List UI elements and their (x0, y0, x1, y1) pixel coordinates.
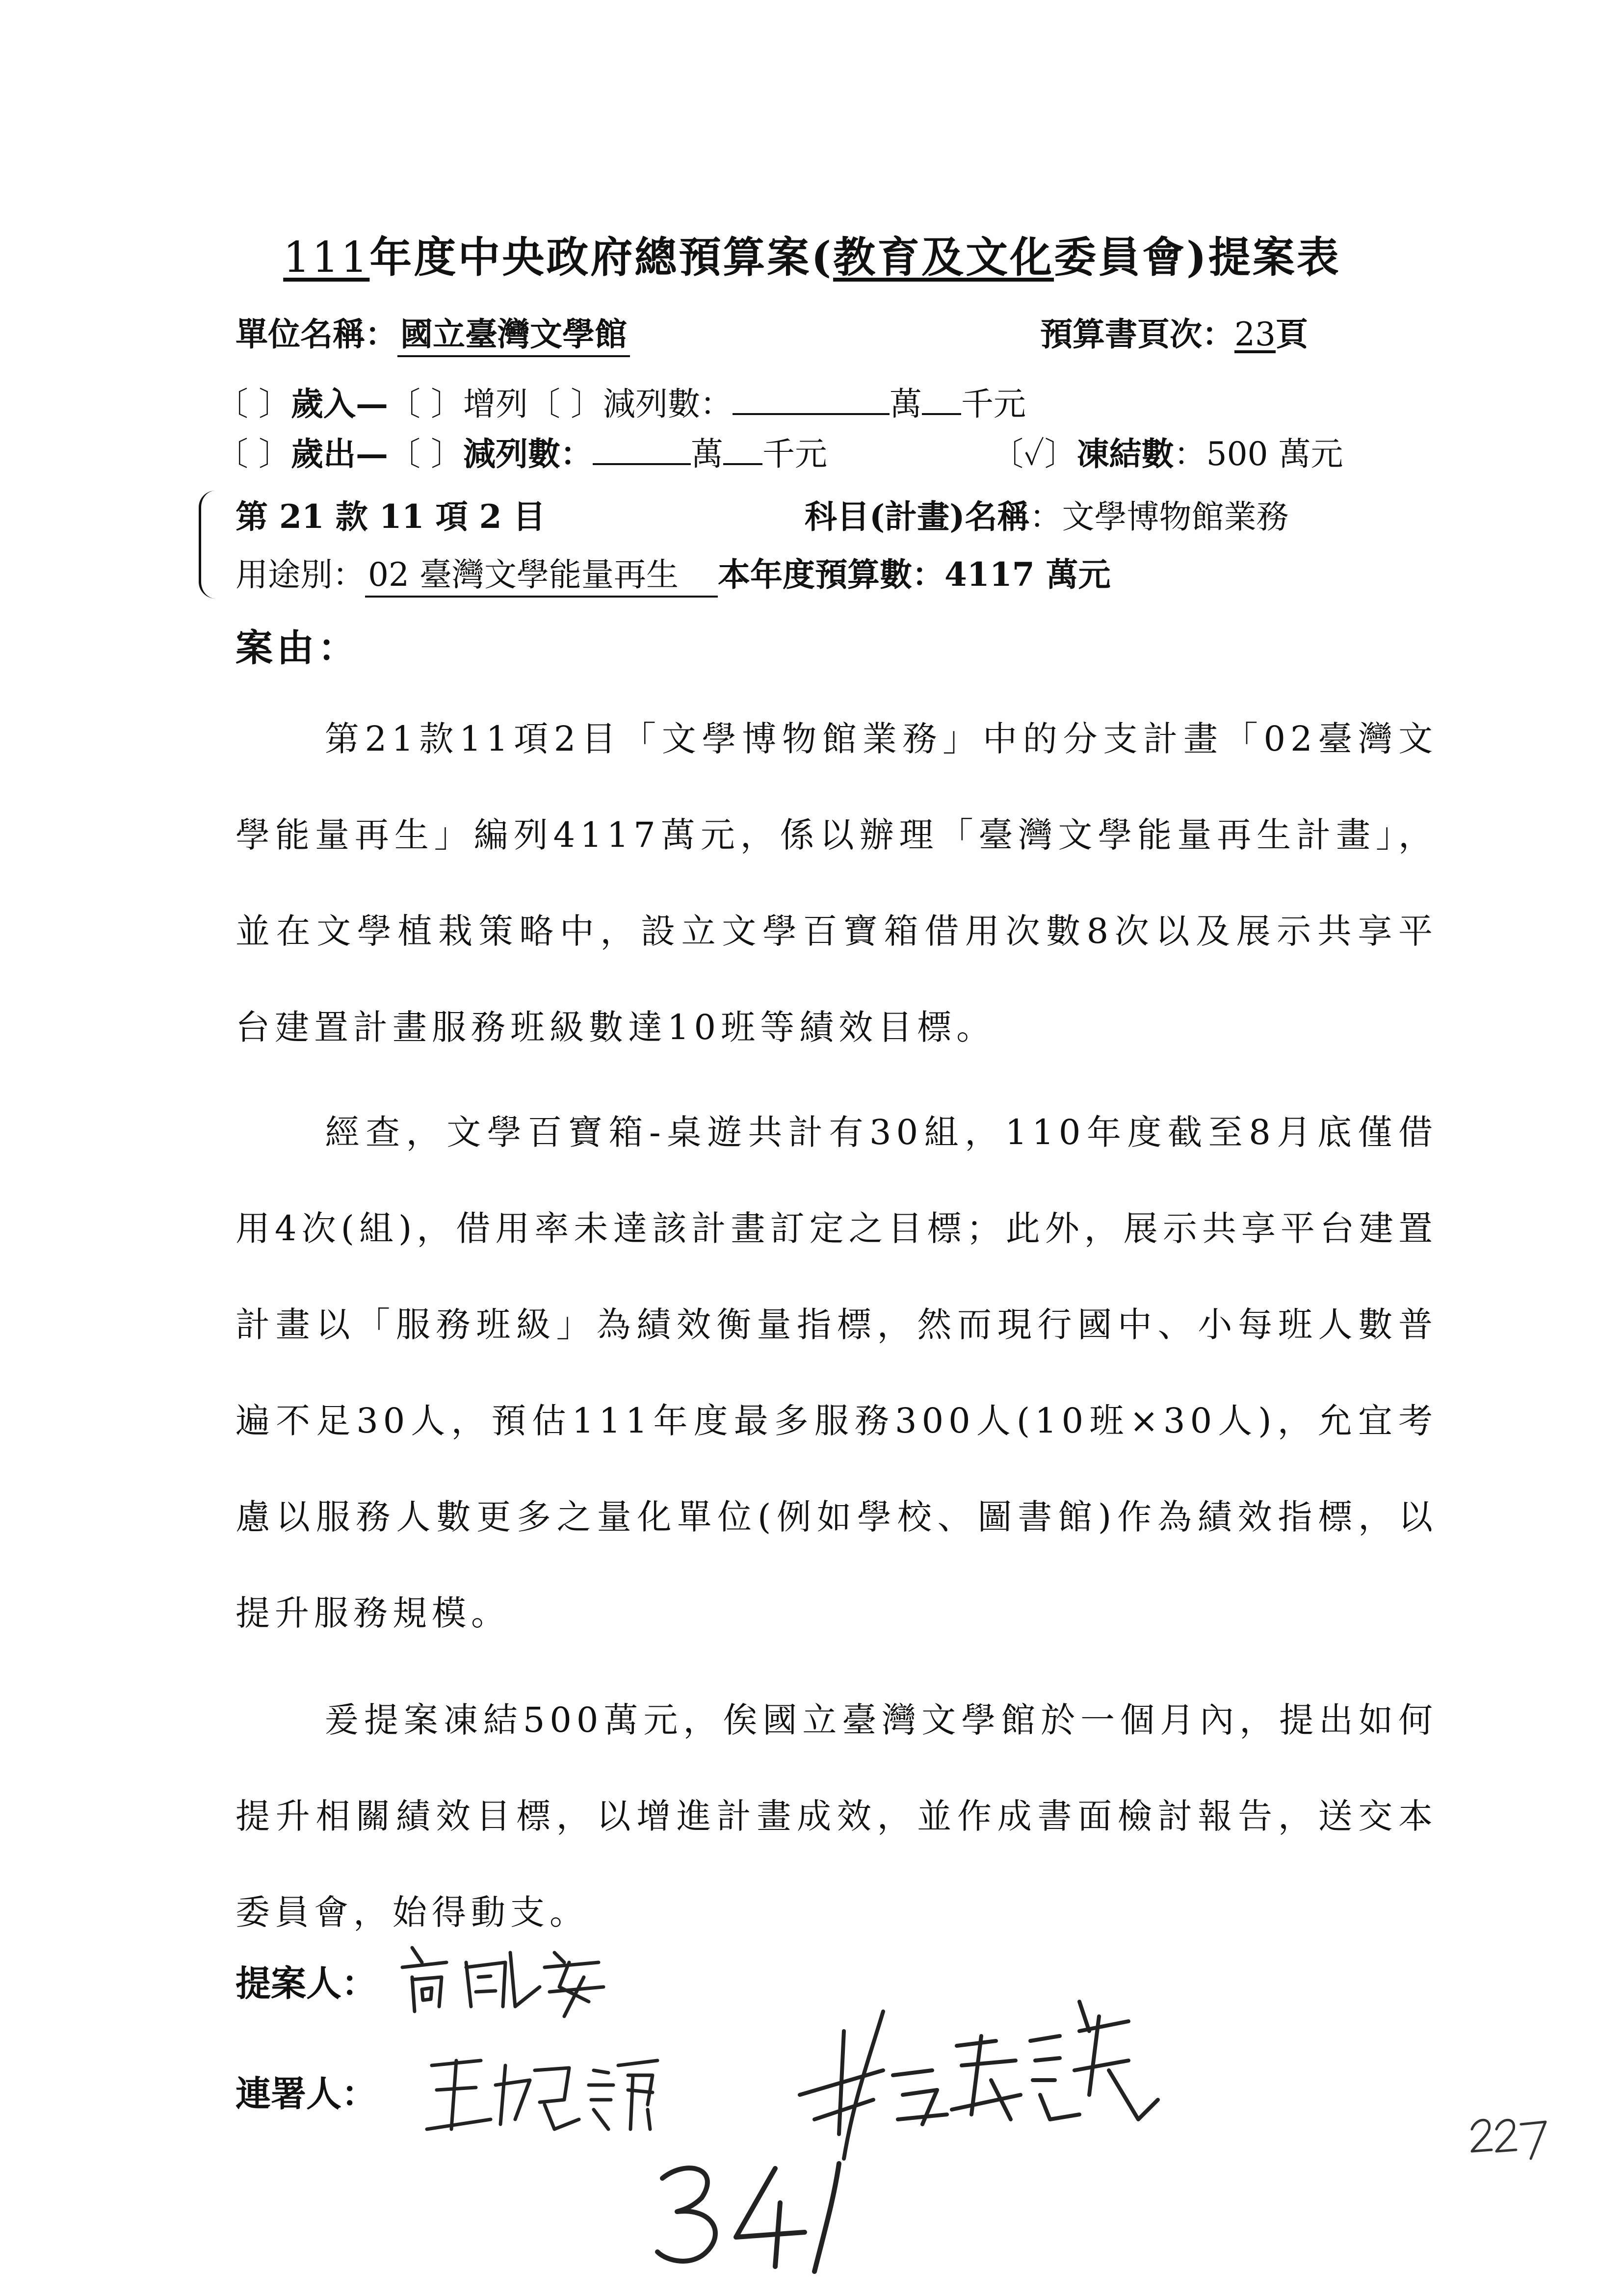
item-code-text: 第 21 款 11 項 2 目 (236, 497, 546, 536)
paragraph-3 (236, 1672, 1438, 1960)
revenue-label: 歲入— (290, 385, 388, 423)
title-year: 111 (283, 233, 370, 282)
expense-wan: 萬 (690, 435, 723, 473)
title-text-1: 年度中央政府總預算案( (369, 233, 834, 282)
budget-page-label: 預算書頁次： (1040, 315, 1234, 353)
expense-reduce: 減列數： (463, 435, 593, 473)
cosigner-signature-1 (422, 2046, 677, 2144)
title-committee: 教育及文化 (833, 233, 1054, 282)
budget-page-unit: 頁 (1275, 315, 1308, 353)
paragraph-1-text: 第21款11項2目「文學博物館業務」中的分支計畫「02臺灣文學能量再生」編列4117萬元，係以辦理「臺灣文學能量再生計畫」，並在文學植栽策略中，設立文學百寶箱借用次數8次以及展示共享平台建置計畫服務班級數達10班等績效目標。 (236, 719, 1438, 1047)
proposer-label: 提案人： (236, 1962, 377, 2004)
proposer-signature (393, 1933, 628, 2026)
purpose-value: 02 臺灣文學能量再生 (365, 556, 718, 598)
purpose-label: 用途別： (236, 556, 365, 594)
subject-label: 科目(計畫)名稱 (805, 497, 1030, 536)
revenue-wan: 萬 (889, 385, 922, 423)
paragraph-3-text: 爰提案凍結500萬元，俟國立臺灣文學館於一個月內，提出如何提升相關績效目標，以增進計畫成效，並作成書面檢討報告，送交本委員會，始得動支。 (236, 1700, 1438, 1932)
purpose-row (236, 548, 1111, 595)
revenue-qianyuan: 千元 (961, 385, 1026, 423)
freeze-check: 〔✓〕 (991, 435, 1077, 473)
revenue-line (216, 378, 1026, 424)
unit-label: 單位名稱： (236, 315, 397, 353)
expense-line (216, 428, 827, 474)
revenue-blank-qian (922, 386, 961, 415)
budget-page-value: 23 (1234, 315, 1276, 353)
freeze-label: 凍結數 (1076, 435, 1174, 473)
cosigner-label: 連署人： (236, 2073, 377, 2114)
unit-row (236, 308, 630, 355)
document-title (0, 223, 1624, 284)
cosigner-signature-2 (785, 1972, 1168, 2168)
revenue-add: 增列 (463, 385, 528, 423)
reason-label: 案由： (236, 626, 359, 670)
budget-value: 4117 萬元 (944, 555, 1111, 594)
paragraph-2 (236, 1084, 1438, 1661)
unit-value: 國立臺灣文學館 (397, 315, 630, 357)
paragraph-1 (236, 691, 1438, 1075)
page-mark (1467, 2110, 1550, 2164)
item-group-bracket (199, 491, 216, 599)
subject-row (805, 491, 1288, 537)
revenue-check-1: 〔 〕 (216, 385, 291, 423)
expense-blank-qian (723, 436, 762, 465)
revenue-reduce: 減列數： (602, 385, 733, 423)
budget-page-row (1040, 308, 1308, 355)
expense-label: 歲出— (290, 435, 388, 473)
freeze-row (991, 428, 1343, 474)
expense-qianyuan: 千元 (762, 435, 827, 473)
revenue-check-2: 〔 〕 (388, 385, 463, 423)
title-text-2: 委員會)提案表 (1054, 233, 1341, 282)
revenue-blank-wan (733, 386, 890, 415)
freeze-value: ：500 萬元 (1174, 435, 1343, 473)
budget-label: 本年度預算數： (717, 555, 944, 594)
subject-value: ：文學博物館業務 (1029, 498, 1289, 536)
expense-check-1: 〔 〕 (216, 435, 291, 473)
expense-blank-wan (593, 436, 691, 465)
handwritten-number (648, 2149, 854, 2276)
paragraph-2-text: 經查，文學百寶箱-桌遊共計有30組，110年度截至8月底僅借用4次(組)，借用率未達該計畫訂定之目標；此外，展示共享平台建置計畫以「服務班級」為績效衡量指標，然而現行國中、小每班人數普遍不足30人，預估111年度最多服務300人(10班×30人)，允宜考慮以服務人數更多之量化單位(例如學校、圖書館)作為績效指標，以提升服務規模。 (236, 1112, 1438, 1633)
revenue-check-3: 〔 〕 (527, 385, 603, 423)
item-code (236, 491, 545, 537)
expense-check-2: 〔 〕 (388, 435, 463, 473)
